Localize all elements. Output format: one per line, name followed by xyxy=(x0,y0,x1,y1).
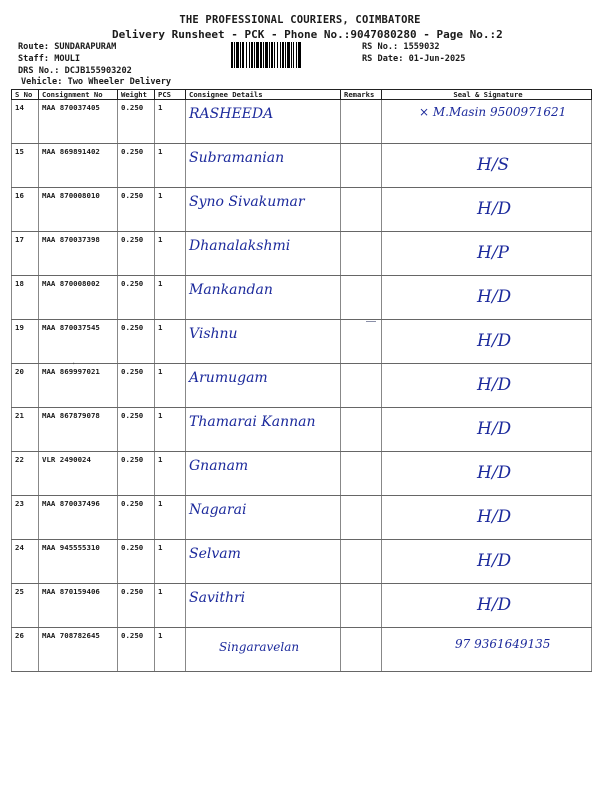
pcs-cell: 1 xyxy=(155,364,186,408)
signature-handwriting: H/D xyxy=(477,419,512,439)
consignment-cell: MAA 870037405 xyxy=(39,100,118,144)
pcs-cell: 1 xyxy=(155,628,186,672)
consignee-cell xyxy=(186,364,341,408)
sno-cell: 19 xyxy=(12,320,39,364)
pcs-cell: 1 xyxy=(155,144,186,188)
consignee-cell xyxy=(186,100,341,144)
sno-cell: 22 xyxy=(12,452,39,496)
table-row xyxy=(12,188,592,232)
weight-cell: 0.250 xyxy=(118,408,155,452)
weight-cell: 0.250 xyxy=(118,232,155,276)
pcs-cell: 1 xyxy=(155,320,186,364)
pcs-cell: 1 xyxy=(155,496,186,540)
consignee-cell xyxy=(186,452,341,496)
consignee-cell xyxy=(186,232,341,276)
barcode xyxy=(231,42,357,68)
col-header-seal-signature: Seal & Signature xyxy=(382,90,592,100)
remarks-cell xyxy=(341,584,382,628)
table-header-row xyxy=(12,90,592,100)
barcode-bar xyxy=(301,42,302,68)
consignment-cell: MAA 869997021 xyxy=(39,364,118,408)
signature-handwriting: 97 9361649135 xyxy=(455,637,551,651)
signature-handwriting: H/D xyxy=(477,551,512,571)
consignment-cell: MAA 870008010 xyxy=(39,188,118,232)
weight-cell: 0.250 xyxy=(118,364,155,408)
col-header-consignee: Consignee Details xyxy=(186,90,341,100)
consignee-handwriting: Vishnu xyxy=(189,326,238,342)
consignee-handwriting: Gnanam xyxy=(189,458,249,474)
pcs-cell: 1 xyxy=(155,232,186,276)
pcs-cell: 1 xyxy=(155,584,186,628)
remarks-cell xyxy=(341,364,382,408)
sno-cell: 14 xyxy=(12,100,39,144)
company-title: THE PROFESSIONAL COURIERS, COIMBATORE xyxy=(179,14,421,26)
consignee-cell xyxy=(186,584,341,628)
consignee-handwriting: Thamarai Kannan xyxy=(189,414,316,430)
consignee-handwriting: Singaravelan xyxy=(219,640,300,654)
seal-signature-cell xyxy=(382,144,592,188)
seal-signature-cell xyxy=(382,188,592,232)
consignee-handwriting: Nagarai xyxy=(189,502,247,518)
col-header-pcs: PCS xyxy=(155,90,186,100)
col-header-remarks: Remarks xyxy=(341,90,382,100)
table-row xyxy=(12,496,592,540)
sno-cell: 23 xyxy=(12,496,39,540)
consignment-cell: MAA 870159406 xyxy=(39,584,118,628)
remarks-cell xyxy=(341,628,382,672)
signature-handwriting: H/D xyxy=(477,507,512,527)
consignment-cell: MAA 870008002 xyxy=(39,276,118,320)
consignment-cell: MAA 870037496 xyxy=(39,496,118,540)
table-row xyxy=(12,408,592,452)
weight-cell: 0.250 xyxy=(118,496,155,540)
staff-label: Staff: MOULI xyxy=(18,54,81,64)
remark-dash xyxy=(366,321,376,322)
seal-signature-cell xyxy=(382,408,592,452)
sno-cell: 21 xyxy=(12,408,39,452)
runsheet-table xyxy=(11,89,592,672)
pcs-cell: 1 xyxy=(155,540,186,584)
consignee-handwriting: Dhanalakshmi xyxy=(189,238,291,254)
consignment-cell: MAA 870037398 xyxy=(39,232,118,276)
signature-handwriting: H/D xyxy=(477,287,512,307)
consignment-cell: MAA 708782645 xyxy=(39,628,118,672)
pcs-cell: 1 xyxy=(155,100,186,144)
consignee-handwriting: Savithri xyxy=(189,590,246,606)
remarks-cell xyxy=(341,408,382,452)
consignee-handwriting: Subramanian xyxy=(189,150,285,166)
signature-handwriting: H/D xyxy=(477,463,512,483)
signature-handwriting: H/D xyxy=(477,595,512,615)
remarks-cell xyxy=(341,144,382,188)
signature-handwriting: × M.Masin 9500971621 xyxy=(419,105,567,119)
table-row xyxy=(12,276,592,320)
consignee-cell xyxy=(186,320,341,364)
consignee-cell xyxy=(186,628,341,672)
runsheet-subtitle: Delivery Runsheet - PCK - Phone No.:9047080280 - Page No.:2 xyxy=(112,28,503,41)
drs-number: DRS No.: DCJB155903202 xyxy=(18,66,132,76)
remarks-cell xyxy=(341,452,382,496)
seal-signature-cell xyxy=(382,540,592,584)
col-header-weight: Weight xyxy=(118,90,155,100)
consignment-cell: MAA 945555310 xyxy=(39,540,118,584)
col-header-consignment: Consignment No xyxy=(39,90,118,100)
weight-cell: 0.250 xyxy=(118,452,155,496)
table-row xyxy=(12,584,592,628)
signature-handwriting: H/D xyxy=(477,375,512,395)
remarks-cell xyxy=(341,276,382,320)
table-row xyxy=(12,320,592,364)
signature-handwriting: H/P xyxy=(477,243,509,263)
consignee-cell xyxy=(186,144,341,188)
stray-mark: ' xyxy=(72,362,76,369)
col-header-sno: S No xyxy=(12,90,39,100)
sno-cell: 24 xyxy=(12,540,39,584)
weight-cell: 0.250 xyxy=(118,188,155,232)
remarks-cell xyxy=(341,540,382,584)
remarks-cell xyxy=(341,496,382,540)
table-row xyxy=(12,144,592,188)
pcs-cell: 1 xyxy=(155,188,186,232)
sno-cell: 26 xyxy=(12,628,39,672)
table-row xyxy=(12,540,592,584)
consignee-cell xyxy=(186,188,341,232)
remarks-cell xyxy=(341,232,382,276)
consignee-handwriting: Arumugam xyxy=(189,370,268,386)
remarks-cell xyxy=(341,100,382,144)
seal-signature-cell xyxy=(382,320,592,364)
sno-cell: 18 xyxy=(12,276,39,320)
vehicle-label: Vehicle: Two Wheeler Delivery xyxy=(21,77,172,87)
consignee-handwriting: RASHEEDA xyxy=(189,106,274,122)
seal-signature-cell xyxy=(382,364,592,408)
pcs-cell: 1 xyxy=(155,276,186,320)
signature-handwriting: H/S xyxy=(477,155,510,175)
rs-date: RS Date: 01-Jun-2025 xyxy=(362,54,466,64)
consignee-handwriting: Mankandan xyxy=(189,282,273,298)
weight-cell: 0.250 xyxy=(118,584,155,628)
pcs-cell: 1 xyxy=(155,408,186,452)
weight-cell: 0.250 xyxy=(118,320,155,364)
signature-handwriting: H/D xyxy=(477,331,512,351)
sno-cell: 25 xyxy=(12,584,39,628)
table-row xyxy=(12,232,592,276)
pcs-cell: 1 xyxy=(155,452,186,496)
seal-signature-cell xyxy=(382,100,592,144)
table-row xyxy=(12,100,592,144)
seal-signature-cell xyxy=(382,276,592,320)
seal-signature-cell xyxy=(382,628,592,672)
sno-cell: 17 xyxy=(12,232,39,276)
weight-cell: 0.250 xyxy=(118,628,155,672)
consignment-cell: MAA 867879078 xyxy=(39,408,118,452)
remarks-cell xyxy=(341,320,382,364)
consignee-cell xyxy=(186,540,341,584)
sno-cell: 20 xyxy=(12,364,39,408)
sno-cell: 15 xyxy=(12,144,39,188)
weight-cell: 0.250 xyxy=(118,100,155,144)
weight-cell: 0.250 xyxy=(118,540,155,584)
remarks-cell xyxy=(341,188,382,232)
seal-signature-cell xyxy=(382,584,592,628)
consignment-cell: MAA 869891402 xyxy=(39,144,118,188)
consignment-cell: MAA 870037545 xyxy=(39,320,118,364)
consignee-cell xyxy=(186,496,341,540)
route-label: Route: SUNDARAPURAM xyxy=(18,42,117,52)
sno-cell: 16 xyxy=(12,188,39,232)
weight-cell: 0.250 xyxy=(118,276,155,320)
table-row xyxy=(12,452,592,496)
table-row xyxy=(12,628,592,672)
rs-number: RS No.: 1559032 xyxy=(362,42,440,52)
table-row xyxy=(12,364,592,408)
signature-handwriting: H/D xyxy=(477,199,512,219)
weight-cell: 0.250 xyxy=(118,144,155,188)
consignee-cell xyxy=(186,408,341,452)
consignment-cell: VLR 2490024 xyxy=(39,452,118,496)
consignee-handwriting: Syno Sivakumar xyxy=(189,194,305,210)
consignee-handwriting: Selvam xyxy=(189,546,241,562)
seal-signature-cell xyxy=(382,496,592,540)
seal-signature-cell xyxy=(382,452,592,496)
seal-signature-cell xyxy=(382,232,592,276)
consignee-cell xyxy=(186,276,341,320)
